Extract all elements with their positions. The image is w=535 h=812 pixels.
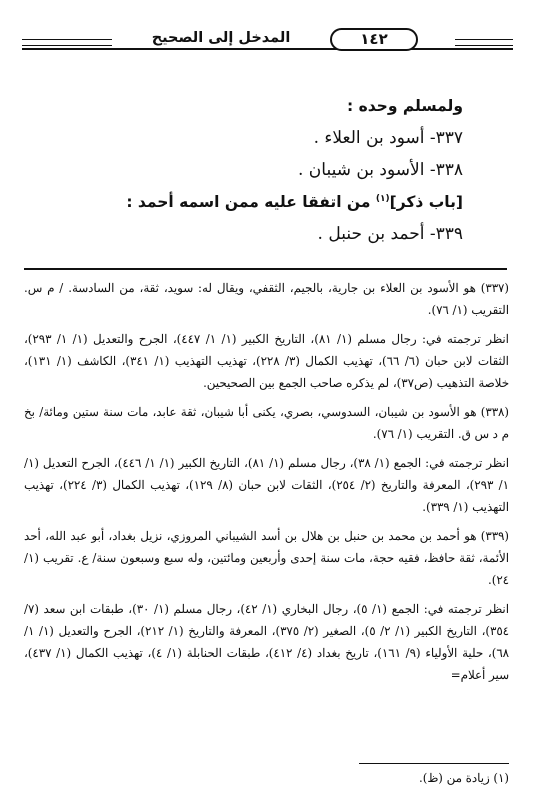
running-header xyxy=(22,28,513,62)
entry-338: ٣٣٨- الأسود بن شيبان . xyxy=(297,160,463,180)
note-337: (٣٣٧) هو الأسود بن العلاء بن جارية، بالجيم، الثقفي، ويقال له: سويد، ثقة، من السادسة. / م س. التقريب (١/ ٧٦). xyxy=(24,281,509,317)
main-list xyxy=(126,90,463,250)
note-339: (٣٣٩) هو أحمد بن محمد بن حنبل بن هلال بن أسد الشيباني المروزي، نزيل بغداد، أبو عبد الله، أحد الأئمة، ثقة حافظ، فقيه حجة، مات سنة إحدى وأربعين ومائتين، وله سبع وسبعون سنة/ ع. تقريب (١/ ٢٤). xyxy=(24,529,509,587)
header-ornament-right xyxy=(455,39,513,46)
bab-label: [باب ذكر] xyxy=(389,193,463,211)
notes-section xyxy=(24,277,509,693)
note-338: (٣٣٨) هو الأسود بن شيبان، السدوسي، بصري، يكنى أبا شيبان، ثقة عابد، مات سنة ستين ومائة/ بخ م د س ق. التقريب (١/ ٧٦). xyxy=(24,405,509,441)
header-rule xyxy=(22,48,513,50)
footnote-divider xyxy=(359,763,509,764)
entry-337: ٣٣٧- أسود بن العلاء . xyxy=(313,128,463,148)
section-heading: ولمسلم وحده : xyxy=(346,97,463,115)
book-title: المدخل إلى الصحيح xyxy=(126,28,316,48)
page-number: ١٤٢ xyxy=(330,28,418,51)
footnote-reference: (١) xyxy=(375,193,390,204)
notes-divider xyxy=(24,268,507,270)
bab-heading-text: من اتفقا عليه ممن اسمه أحمد : xyxy=(126,193,376,211)
footnote: (١) زيادة من (ظ). xyxy=(419,771,509,785)
note-339-sources: انظر ترجمته في: الجمع (١/ ٥)، رجال البخاري (١/ ٤٢)، رجال مسلم (١/ ٣٠)، طبقات ابن سعد (٧/ ٣٥٤)، التاريخ الكبير (١/ ٢/ ٥)، الصغير (٢/ ٣٧٥)، المعرفة والتاريخ (١/ ٢١٢)، الجرح والتعديل (١/ ١/ ٦٨)، حلية الأولياء (٩/ ١٦١)، تاريخ بغداد (٤/ ٤١٢)، طبقات الحنابلة (١/ ٤)، تهذيب الكمال (١/ ٤٣٧)، سير أعلام= xyxy=(24,602,510,682)
header-ornament-left xyxy=(22,39,112,46)
note-338-sources: انظر ترجمته في: الجمع (١/ ٣٨)، رجال مسلم (١/ ٨١)، التاريخ الكبير (١/ ١/ ٤٤٦)، الجرح التعديل (١/ ١/ ٢٩٣)، المعرفة والتاريخ (٢/ ٢٥٤)، الثقات لابن حبان (٨/ ١٢٩)، تهذيب الكمال (٣/ ٢٢٤)، تهذيب التهذيب (١/ ٣٣٩). xyxy=(24,456,510,514)
bab-heading xyxy=(126,186,463,218)
note-337-sources: انظر ترجمته في: رجال مسلم (١/ ٨١)، التاريخ الكبير (١/ ١/ ٤٤٧)، الجرح والتعديل (١/ ١/ ٢٩٣)، الثقات لابن حبان (٦/ ٦٦)، تهذيب الكمال (٣/ ٢٢٨)، تهذيب التهذيب (١/ ٣٤١)، الكاشف (١/ ١٣١)، خلاصة التذهيب (ص٣٧)، لم يذكره صاحب الجمع بين الصحيحين. xyxy=(24,332,509,390)
entry-339: ٣٣٩- أحمد بن حنبل . xyxy=(317,224,463,244)
